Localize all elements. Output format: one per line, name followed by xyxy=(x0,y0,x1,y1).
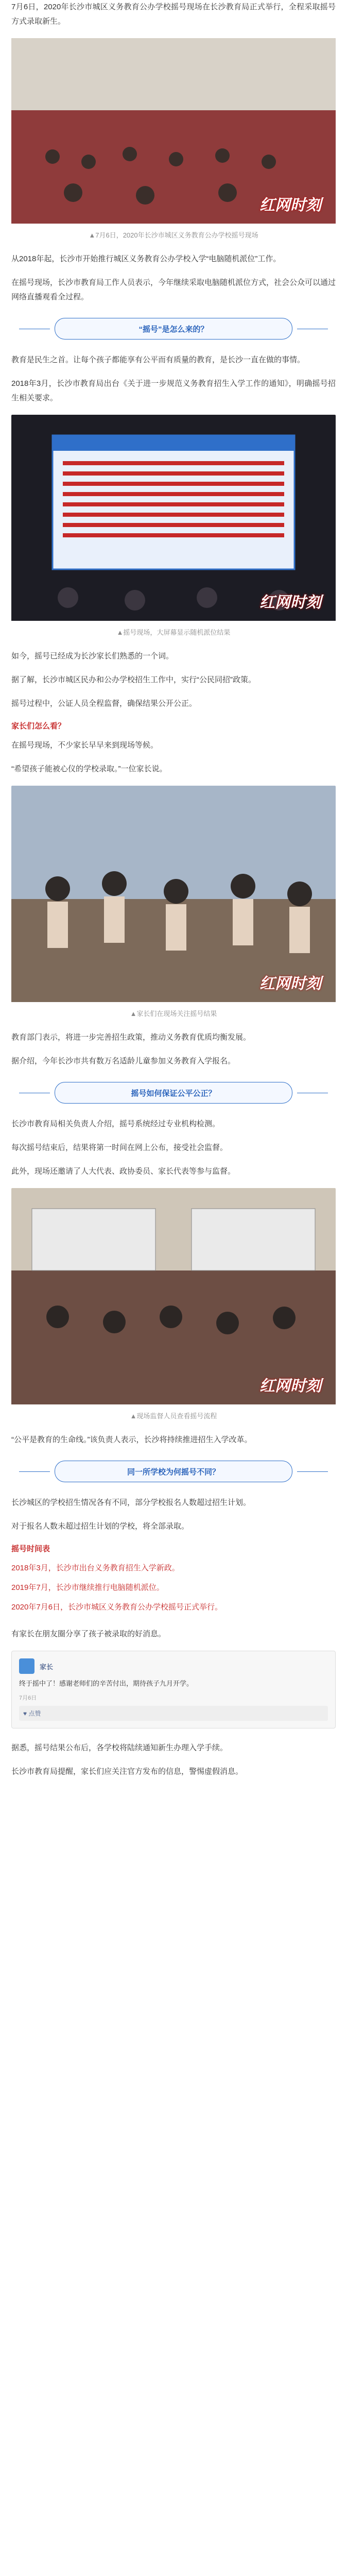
watermark: 红网时刻 xyxy=(259,975,321,993)
timeline xyxy=(11,1561,336,1615)
section-heading: 摇号如何保证公平公正？ xyxy=(55,1082,292,1104)
paragraph: 如今，摇号已经成为长沙家长们熟悉的一个词。 xyxy=(11,652,174,660)
paragraphs-d xyxy=(11,649,336,711)
watermark: 红网时刻 xyxy=(259,594,321,612)
paragraph: 2018年3月，长沙市出台义务教育招生入学新政。 xyxy=(11,1564,180,1572)
moment-time: 7月6日 xyxy=(19,1695,37,1701)
paragraph: 在摇号现场，长沙市教育局工作人员表示，今年继续采取电脑随机派位方式，社会公众可以通过网络直播观看全过程。 xyxy=(11,278,336,301)
paragraph: 有家长在朋友圈分享了孩子被录取的好消息。 xyxy=(11,1630,166,1638)
photo-meeting-hall xyxy=(11,38,336,226)
photo-supervision xyxy=(11,1188,336,1407)
paragraph: 对于报名人数未超过招生计划的学校，将全部录取。 xyxy=(11,1522,189,1531)
avatar xyxy=(19,1658,34,1674)
moment-message: 终于摇中了！感谢老师们的辛苦付出，期待孩子九月开学。 xyxy=(19,1680,194,1687)
paragraph: 2020年7月6日，长沙市城区义务教育公办学校摇号正式举行。 xyxy=(11,1603,223,1612)
paragraph: 据悉，摇号结果公布后，各学校将陆续通知新生办理入学手续。 xyxy=(11,1743,228,1752)
caption: ▲摇号现场，大屏幕显示随机派位结果 xyxy=(116,629,231,636)
paragraphs-f xyxy=(11,1030,336,1069)
paragraph: 长沙市教育局相关负责人介绍，摇号系统经过专业机构检测。 xyxy=(11,1120,220,1128)
subheading: 家长们怎么看？ xyxy=(11,722,66,731)
paragraph: “公平是教育的生命线。”该负责人表示，长沙将持续推进招生入学改革。 xyxy=(11,1435,252,1444)
paragraph: 长沙城区的学校招生情况各有不同，部分学校报名人数超过招生计划。 xyxy=(11,1498,251,1507)
paragraphs-j xyxy=(11,1627,336,1641)
paragraph: 2018年3月，长沙市教育局出台《关于进一步规范义务教育招生入学工作的通知》，明确摇号招生相关要求。 xyxy=(11,379,336,402)
paragraph: 教育是民生之首。让每个孩子都能享有公平而有质量的教育，是长沙一直在做的事情。 xyxy=(11,355,305,364)
photo-parents xyxy=(11,786,336,1005)
paragraph: 在摇号现场，不少家长早早来到现场等候。 xyxy=(11,741,159,750)
paragraph: 7月6日，2020年长沙市城区义务教育公办学校摇号现场在长沙教育局正式举行，全程采取摇号方式录取新生。 xyxy=(11,3,336,26)
paragraphs-k xyxy=(11,1741,336,1779)
paragraphs-b xyxy=(11,252,336,304)
paragraph: 2019年7月，长沙市继续推行电脑随机派位。 xyxy=(11,1583,164,1592)
intro-paragraphs xyxy=(11,0,336,29)
paragraph: 长沙市教育局提醒，家长们应关注官方发布的信息，警惕虚假消息。 xyxy=(11,1767,244,1776)
section-heading: 同一所学校为何摇号不同？ xyxy=(55,1461,292,1482)
photo-screen xyxy=(11,415,336,623)
caption: ▲家长们在现场关注摇号结果 xyxy=(130,1010,217,1018)
paragraphs-e xyxy=(11,738,336,776)
wechat-moment-screenshot xyxy=(11,1651,336,1728)
paragraph: 据介绍，今年长沙市共有数万名适龄儿童参加义务教育入学报名。 xyxy=(11,1057,236,1065)
paragraphs-c xyxy=(11,353,336,405)
poster-name: 家长 xyxy=(40,1663,54,1671)
moment-likes: ♥ 点赞 xyxy=(19,1706,328,1721)
section-heading: “摇号”是怎么来的？ xyxy=(55,318,292,340)
watermark: 红网时刻 xyxy=(259,196,321,214)
paragraphs-h xyxy=(11,1433,336,1447)
paragraph: 据了解，长沙市城区民办和公办学校招生工作中，实行“公民同招”政策。 xyxy=(11,675,256,684)
paragraph: 教育部门表示，将进一步完善招生政策，推动义务教育优质均衡发展。 xyxy=(11,1033,251,1042)
caption: ▲现场监督人员查看摇号流程 xyxy=(130,1412,217,1420)
subheading: 摇号时间表 xyxy=(11,1545,50,1553)
watermark: 红网时刻 xyxy=(259,1377,321,1395)
paragraphs-g xyxy=(11,1117,336,1179)
paragraph: 每次摇号结束后，结果将第一时间在网上公布，接受社会监督。 xyxy=(11,1143,228,1152)
paragraph: “希望孩子能被心仪的学校录取。”一位家长说。 xyxy=(11,765,167,773)
paragraph: 此外，现场还邀请了人大代表、政协委员、家长代表等参与监督。 xyxy=(11,1167,236,1176)
paragraph: 从2018年起，长沙市开始推行城区义务教育公办学校入学“电脑随机派位”工作。 xyxy=(11,255,281,263)
paragraphs-i xyxy=(11,1496,336,1534)
paragraph: 摇号过程中，公证人员全程监督，确保结果公开公正。 xyxy=(11,699,197,708)
caption: ▲7月6日，2020年长沙市城区义务教育公办学校摇号现场 xyxy=(89,231,258,239)
